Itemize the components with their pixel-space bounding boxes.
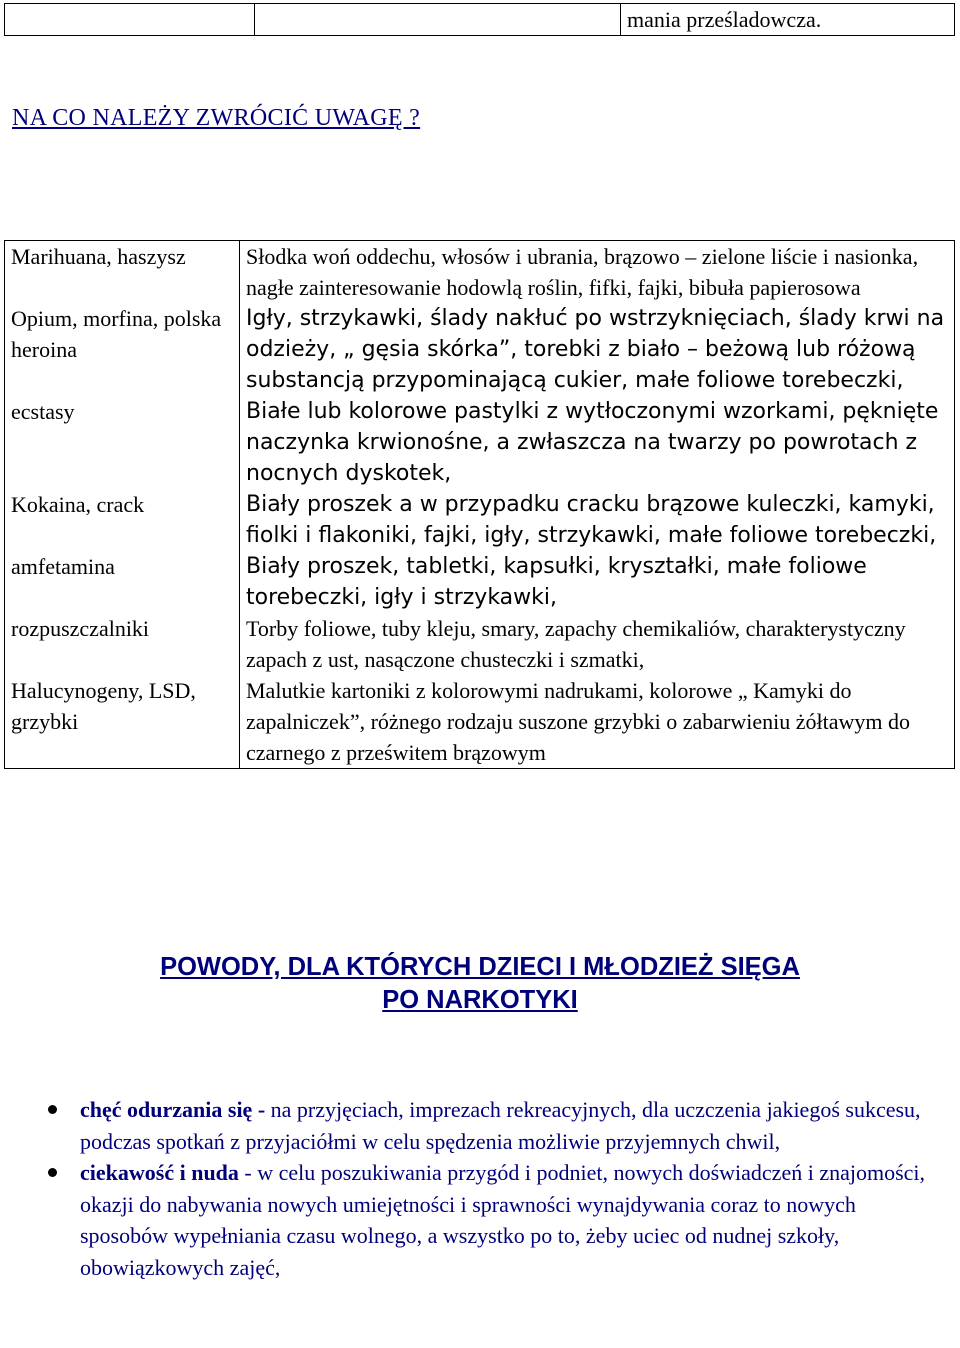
drug-name: amfetamina <box>5 551 240 613</box>
reason-term: ciekawość i nuda <box>80 1160 239 1185</box>
bullet-icon <box>48 1105 57 1114</box>
top-table-cell-mania: mania prześladowcza. <box>621 4 955 36</box>
drug-name: Halucynogeny, LSD, grzybki <box>5 675 240 769</box>
table-row <box>5 489 955 551</box>
drug-signs: Słodka woń oddechu, włosów i ubrania, brązowo – zielone liście i nasionka, nagłe zainteresowanie hodowlą roślin, fifki, fajki, bibuła papierosowa <box>240 241 955 304</box>
list-item <box>48 1094 938 1157</box>
reason-dash: - <box>252 1097 271 1122</box>
bullet-icon <box>48 1168 57 1177</box>
table-row <box>5 241 955 304</box>
heading-reasons-line1: POWODY, DLA KTÓRYCH DZIECI I MŁODZIEŻ SIĘGA <box>160 953 800 981</box>
drug-signs: Biały proszek, tabletki, kapsułki, kryształki, małe foliowe torebeczki, igły i strzykawki, <box>240 551 955 613</box>
table-row <box>5 613 955 675</box>
drug-signs: Malutkie kartoniki z kolorowymi nadrukami, kolorowe „ Kamyki do zapalniczek”, różnego rodzaju suszone grzybki o zabarwieniu żółtawym do czarnego z prześwitem brązowym <box>240 675 955 769</box>
drug-signs: Białe lub kolorowe pastylki z wytłoczonymi wzorkami, pęknięte naczynka krwionośne, a zwłaszcza na twarzy po powrotach z nocnych dyskotek, <box>240 396 955 489</box>
reason-text: w celu poszukiwania przygód i podniet, nowych doświadczeń i znajomości, okazji do nabywania nowych umiejętności i sprawności wynajdywania coraz to nowych sposobów wypełniania czasu wolnego, a wszystko po to, żeby uciec od nudnej szkoły, obowiązkowych zajęć, <box>80 1160 926 1280</box>
reason-term: chęć odurzania się <box>80 1097 253 1122</box>
heading-attention: NA CO NALEŻY ZWRÓCIĆ UWAGĘ ? <box>12 105 421 131</box>
table-row <box>5 303 955 396</box>
heading-reasons <box>0 951 960 1017</box>
reason-text: na przyjęciach, imprezach rekreacyjnych, dla uczczenia jakiegoś sukcesu, podczas spotkań z przyjaciółmi w celu spędzenia możliwie przyjemnych chwil, <box>80 1097 921 1154</box>
drug-name: Kokaina, crack <box>5 489 240 551</box>
top-table-empty-cell-2 <box>255 4 621 36</box>
top-table-fragment <box>4 3 955 36</box>
top-table-empty-cell-1 <box>5 4 255 36</box>
heading-reasons-line2: PO NARKOTYKI <box>382 986 578 1014</box>
table-row <box>5 675 955 769</box>
drug-name: ecstasy <box>5 396 240 489</box>
reason-dash: - <box>238 1160 258 1185</box>
reasons-list <box>48 1094 938 1283</box>
drug-signs-table <box>4 240 955 769</box>
drug-signs: Biały proszek a w przypadku cracku brązowe kuleczki, kamyki, fiolki i flakoniki, fajki, igły, strzykawki, małe foliowe torebeczki, <box>240 489 955 551</box>
drug-signs: Igły, strzykawki, ślady nakłuć po wstrzyknięciach, ślady krwi na odzieży, „ gęsia skórka”, torebki z biało – beżową lub różową substancją przypominającą cukier, małe foliowe torebeczki, <box>240 303 955 396</box>
list-item <box>48 1157 938 1283</box>
drug-name: rozpuszczalniki <box>5 613 240 675</box>
drug-name: Opium, morfina, polska heroina <box>5 303 240 396</box>
drug-signs: Torby foliowe, tuby kleju, smary, zapachy chemikaliów, charakterystyczny zapach z ust, nasączone chusteczki i szmatki, <box>240 613 955 675</box>
table-row <box>5 551 955 613</box>
table-row <box>5 396 955 489</box>
drug-name: Marihuana, haszysz <box>5 241 240 304</box>
